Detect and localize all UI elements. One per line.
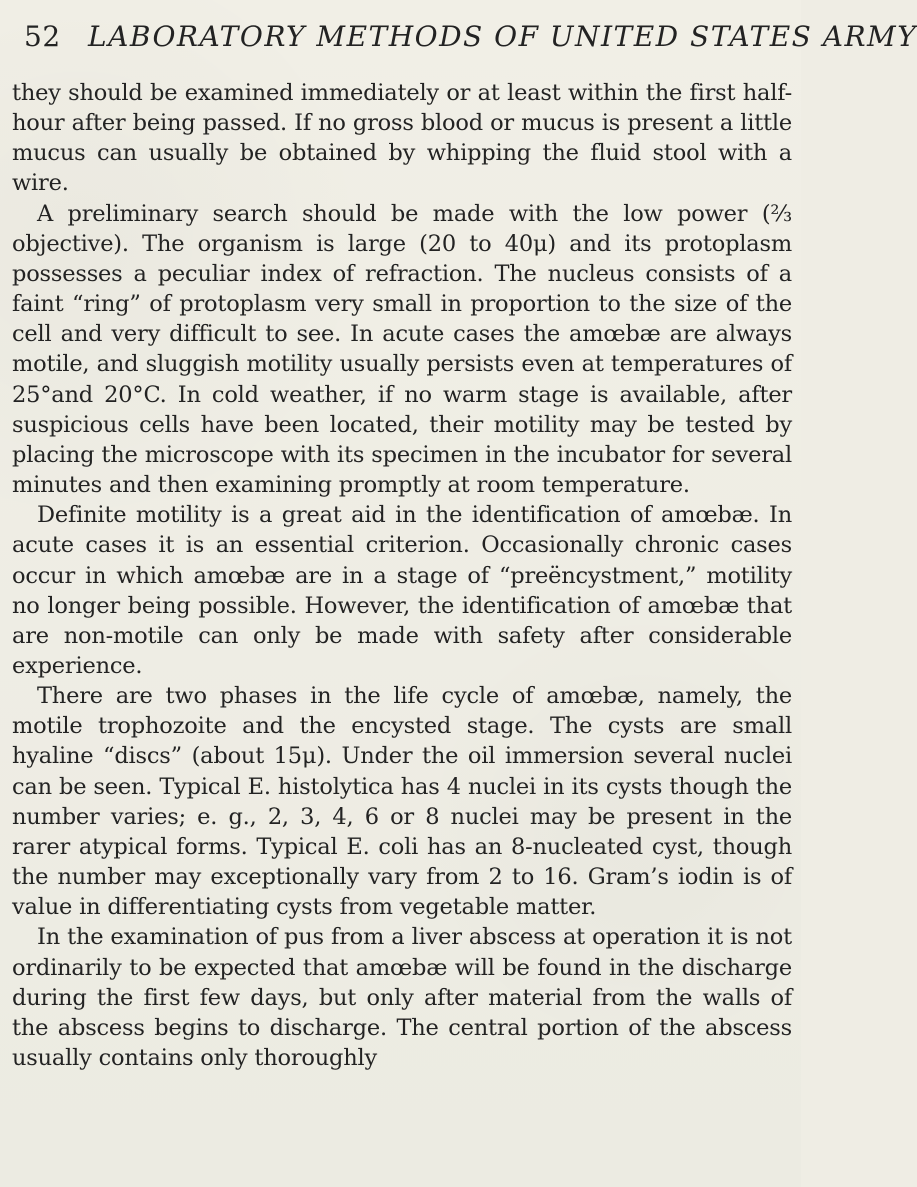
- paragraph-3: Definite motility is a great aid in the identification of amœbæ. In acute cases it is an essential criterion. Occasionally chronic cases occur in which amœbæ are in a stage of “preëncystment,” motility no longer being possible. However, the identification of amœbæ that are non-motile can only be made with safety after considerable experience.: [12, 502, 792, 679]
- paragraph-1: they should be examined immediately or at least within the first half-hour after being passed. If no gross blood or mucus is present a little mucus can usually be obtained by whipping the fluid stool with a wire.: [12, 80, 792, 197]
- paragraph-5: In the examination of pus from a liver abscess at operation it is not ordinarily to be expected that amœbæ will be found in the discharge during the first few days, but only after material from the walls of the abscess begins to discharge. The central portion of the abscess usually contains only thoroughly: [12, 924, 792, 1071]
- page-number: 52: [24, 20, 61, 53]
- page-header: [24, 17, 917, 57]
- paragraph-2: A preliminary search should be made with the low power (⅔ objective). The organism is large (20 to 40μ) and its protoplasm possesses a peculiar index of refraction. The nucleus consists of a faint “ring” of protoplasm very small in proportion to the size of the cell and very difficult to see. In acute cases the amœbæ are always motile, and sluggish motility usually persists even at temperatures of 25°and 20°C. In cold weather, if no warm stage is available, after suspicious cells have been located, their motility may be tested by placing the microscope with its specimen in the incubator for several minutes and then examining promptly at room temperature.: [12, 200, 792, 499]
- running-head: LABORATORY METHODS OF UNITED STATES ARMY: [88, 20, 917, 53]
- body-text: [12, 78, 792, 1183]
- paragraph-4: There are two phases in the life cycle of amœbæ, namely, the motile trophozoite and the encysted stage. The cysts are small hyaline “discs” (about 15μ). Under the oil immersion several nuclei can be seen. Typical E. histolytica has 4 nuclei in its cysts though the number varies; e. g., 2, 3, 4, 6 or 8 nuclei may be present in the rarer atypical forms. Typical E. coli has an 8-nucleated cyst, though the number may exceptionally vary from 2 to 16. Gram’s iodin is of value in differentiating cysts from vegetable matter.: [12, 683, 792, 921]
